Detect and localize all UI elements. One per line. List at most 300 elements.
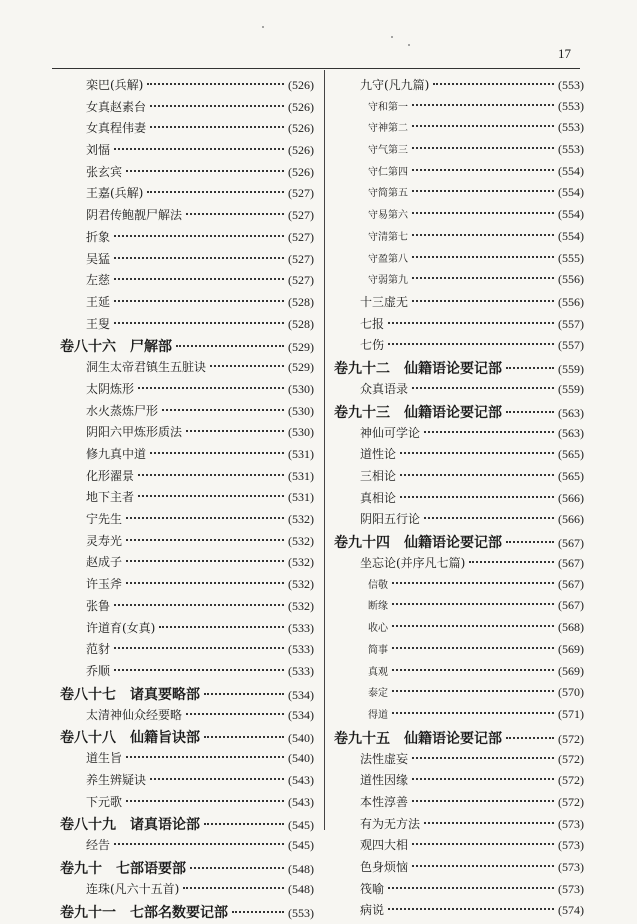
entry-title: 女真程伟妻 — [86, 121, 147, 136]
section-title: 卷九十 七部语要部 — [60, 861, 186, 877]
page-ref: (573) — [558, 860, 584, 874]
dot-leader — [392, 647, 554, 649]
section-title: 卷八十六 尸解部 — [60, 339, 172, 356]
dot-leader — [126, 560, 284, 562]
page-ref: (566) — [558, 512, 584, 527]
page-ref: (572) — [558, 751, 584, 766]
entry-title: 修九真中道 — [86, 447, 147, 461]
dot-leader — [392, 690, 554, 692]
page-ref: (531) — [288, 468, 314, 483]
page-ref: (568) — [558, 620, 584, 635]
dot-leader — [424, 822, 554, 824]
toc-entry-row — [60, 358, 314, 380]
toc-entry-row — [60, 640, 314, 662]
toc-entry-row — [60, 206, 314, 228]
dot-leader — [186, 213, 284, 215]
page-ref: (528) — [288, 316, 314, 331]
dot-leader — [392, 712, 554, 714]
entry-title: 刘愊 — [86, 143, 111, 158]
page-ref: (526) — [288, 78, 314, 92]
entry-title: 守易第六 — [368, 210, 408, 222]
dot-leader — [114, 278, 284, 280]
dot-leader — [186, 713, 284, 715]
toc-entry-row — [60, 662, 314, 684]
entry-title: 真相论 — [360, 490, 397, 505]
page-ref: (553) — [558, 142, 584, 157]
dot-leader — [138, 495, 284, 497]
entry-title: 洞生太帝君镇生五脏诀 — [86, 360, 207, 375]
toc-section-row — [60, 902, 314, 924]
toc-entry-row — [334, 98, 584, 120]
dot-leader — [412, 800, 554, 802]
toc-entry-row — [334, 336, 584, 358]
entry-title: 守清第七 — [368, 231, 408, 243]
page-ref: (571) — [558, 706, 584, 721]
dot-leader — [400, 474, 554, 476]
page-ref: (563) — [558, 405, 584, 420]
toc-entry-row — [334, 271, 584, 293]
page-ref: (574) — [558, 903, 584, 918]
dot-leader — [412, 256, 554, 258]
toc-entry-row — [60, 553, 314, 575]
section-title: 卷八十八 仙籍旨诀部 — [60, 730, 200, 747]
entry-title: 栾巴(兵解) — [86, 78, 144, 92]
page-ref: (527) — [288, 273, 314, 288]
toc-entry-row — [334, 597, 584, 619]
entry-title: 信敬 — [368, 579, 388, 591]
toc-entry-row — [334, 554, 584, 576]
toc-entry-row — [334, 467, 584, 489]
toc-entry-row — [60, 141, 314, 163]
entry-title: 观四大相 — [360, 838, 409, 853]
entry-title: 太清神仙众经要略 — [86, 707, 183, 722]
entry-title: 七报 — [360, 316, 385, 331]
toc-section-row — [334, 728, 584, 750]
page-ref: (527) — [288, 251, 314, 266]
entry-title: 折象 — [86, 229, 111, 244]
entry-title: 阴君传鲍靓尸解法 — [86, 208, 183, 223]
entry-title: 王叟 — [86, 316, 111, 331]
page-ref: (526) — [288, 164, 314, 179]
page-ref: (567) — [558, 536, 584, 551]
entry-title: 断缘 — [368, 601, 388, 613]
toc-entry-row — [334, 858, 584, 880]
dot-leader — [126, 756, 284, 758]
dot-leader — [114, 300, 284, 302]
entry-title: 得道 — [368, 709, 388, 721]
dot-leader — [412, 147, 554, 149]
toc-left-column — [60, 76, 314, 924]
dot-leader — [433, 83, 554, 85]
dot-leader — [506, 411, 554, 413]
entry-title: 守和第一 — [368, 101, 408, 113]
page-ref: (543) — [288, 794, 314, 809]
toc-section-row — [334, 532, 584, 554]
entry-title: 宁先生 — [86, 512, 123, 527]
toc-entry-row — [60, 250, 314, 272]
entry-title: 道性论 — [360, 447, 397, 462]
dot-leader — [162, 409, 284, 411]
toc-entry-row — [60, 380, 314, 402]
toc-entry-row — [60, 532, 314, 554]
page-ref: (529) — [288, 340, 314, 355]
toc-entry-row — [334, 489, 584, 511]
page-ref: (548) — [288, 882, 314, 896]
entry-title: 坐忘论(并序凡七篇) — [360, 556, 466, 571]
entry-title: 左慈 — [86, 273, 111, 288]
dot-leader — [190, 867, 284, 869]
page-ref: (530) — [288, 381, 314, 396]
toc-entry-row — [334, 641, 584, 663]
page-ref: (553) — [558, 78, 584, 92]
entry-title: 守盈第八 — [368, 253, 408, 265]
toc-entry-row — [334, 119, 584, 141]
toc-entry-row — [334, 815, 584, 837]
toc-entry-row — [334, 706, 584, 728]
toc-entry-row — [60, 293, 314, 315]
dot-leader — [412, 387, 554, 389]
entry-title: 王延 — [86, 294, 111, 309]
dot-leader — [114, 148, 284, 150]
toc-entry-row — [334, 836, 584, 858]
column-divider — [324, 70, 325, 830]
section-title: 卷八十七 诸真要略部 — [60, 686, 200, 703]
page-ref: (566) — [558, 490, 584, 505]
page-ref: (567) — [558, 598, 584, 613]
toc-entry-row — [60, 749, 314, 771]
entry-title: 女真赵素台 — [86, 99, 147, 114]
dot-leader — [412, 865, 554, 867]
toc-entry-row — [60, 271, 314, 293]
page-ref: (557) — [558, 338, 584, 353]
toc-section-row — [60, 814, 314, 836]
dot-leader — [126, 582, 284, 584]
dot-leader — [147, 83, 284, 85]
toc-section-row — [334, 358, 584, 380]
page-ref: (554) — [558, 228, 584, 243]
page-ref: (570) — [558, 685, 584, 700]
dot-leader — [186, 430, 284, 432]
dot-leader — [424, 517, 554, 519]
toc-entry-row — [60, 467, 314, 489]
dot-leader — [388, 343, 554, 345]
page-ref: (553) — [288, 905, 314, 920]
entry-title: 守气第三 — [368, 145, 408, 157]
page-ref: (526) — [288, 121, 314, 136]
page-ref: (531) — [288, 490, 314, 505]
dot-leader — [388, 887, 554, 889]
dot-leader — [204, 736, 284, 738]
toc-entry-row — [60, 163, 314, 185]
page-ref: (526) — [288, 143, 314, 158]
page-ref: (572) — [558, 794, 584, 809]
toc-entry-row — [334, 663, 584, 685]
entry-title: 地下主者 — [86, 490, 135, 505]
entry-title: 水火蒸炼尸形 — [86, 403, 159, 418]
entry-title: 张鲁 — [86, 598, 111, 613]
toc-entry-row — [60, 228, 314, 250]
dot-leader — [412, 778, 554, 780]
entry-title: 简事 — [368, 644, 388, 656]
toc-section-row — [60, 727, 314, 749]
entry-title: 筏喻 — [360, 881, 385, 896]
dot-leader — [412, 757, 554, 759]
toc-section-row — [60, 858, 314, 880]
dot-leader — [232, 911, 284, 913]
dot-leader — [412, 300, 554, 302]
page-ref: (533) — [288, 620, 314, 635]
dot-leader — [176, 345, 284, 347]
toc-entry-row — [334, 771, 584, 793]
toc-entry-row — [334, 315, 584, 337]
toc-section-row — [60, 684, 314, 706]
entry-title: 守神第二 — [368, 123, 408, 135]
page-ref: (540) — [288, 731, 314, 746]
dot-leader — [114, 322, 284, 324]
entry-title: 三相论 — [360, 469, 397, 483]
page-ref: (528) — [288, 294, 314, 309]
toc-entry-row — [334, 901, 584, 923]
dot-leader — [183, 887, 284, 889]
toc-entry-row — [60, 184, 314, 206]
page-ref: (572) — [558, 731, 584, 746]
toc-entry-row — [334, 619, 584, 641]
page-ref: (530) — [288, 403, 314, 418]
toc-entry-row — [334, 293, 584, 315]
dot-leader — [150, 778, 284, 780]
scan-speck — [408, 44, 410, 46]
toc-entry-row — [334, 250, 584, 272]
page-ref: (553) — [558, 120, 584, 135]
dot-leader — [506, 367, 554, 369]
dot-leader — [506, 541, 554, 543]
section-title: 卷九十一 七部名数要记部 — [60, 904, 228, 921]
scan-speck — [262, 26, 264, 28]
entry-title: 众真语录 — [360, 381, 409, 396]
page-ref: (533) — [288, 642, 314, 657]
toc-entry-row — [334, 424, 584, 446]
toc-entry-row — [60, 76, 314, 98]
dot-leader — [150, 105, 284, 107]
section-title: 卷九十四 仙籍语论要记部 — [334, 535, 502, 552]
page-ref: (545) — [288, 838, 314, 853]
toc-entry-row — [334, 510, 584, 532]
page-ref: (527) — [288, 208, 314, 223]
toc-entry-row — [60, 619, 314, 641]
toc-entry-row — [334, 184, 584, 206]
dot-leader — [412, 843, 554, 845]
dot-leader — [400, 452, 554, 454]
toc-entry-row — [334, 141, 584, 163]
entry-title: 阴阳六甲炼形质法 — [86, 425, 183, 440]
entry-title: 法性虚妄 — [360, 751, 409, 766]
page-number: 17 — [558, 46, 571, 61]
toc-entry-row — [334, 206, 584, 228]
dot-leader — [159, 626, 284, 628]
toc-entry-row — [334, 576, 584, 598]
entry-title: 本性淳善 — [360, 794, 409, 809]
page-ref: (533) — [288, 663, 314, 678]
dot-leader — [424, 431, 554, 433]
entry-title: 下元歌 — [86, 794, 123, 809]
page-ref: (573) — [558, 881, 584, 896]
entry-title: 守弱第九 — [368, 275, 408, 287]
page-ref: (573) — [558, 838, 584, 853]
page-ref: (559) — [558, 381, 584, 396]
entry-title: 太阴炼形 — [86, 381, 135, 396]
toc-section-row — [60, 336, 314, 358]
page-ref: (553) — [558, 98, 584, 113]
page-ref: (531) — [288, 447, 314, 461]
page-ref: (532) — [288, 512, 314, 527]
toc-entry-row — [60, 793, 314, 815]
dot-leader — [210, 365, 284, 367]
toc-entry-row — [60, 771, 314, 793]
entry-title: 养生辨疑诀 — [86, 772, 147, 787]
page-ref: (573) — [558, 816, 584, 831]
entry-title: 阴阳五行论 — [360, 512, 421, 527]
dot-leader — [412, 125, 554, 127]
page-ref: (554) — [558, 185, 584, 200]
dot-leader — [114, 604, 284, 606]
page-ref: (554) — [558, 163, 584, 178]
toc-entry-row — [60, 706, 314, 728]
toc-entry-row — [60, 597, 314, 619]
toc-entry-row — [60, 488, 314, 510]
toc-entry-row — [60, 402, 314, 424]
entry-title: 真观 — [368, 666, 388, 678]
page-ref: (543) — [288, 772, 314, 787]
dot-leader — [150, 126, 284, 128]
dot-leader — [204, 693, 284, 695]
entry-title: 灵寿光 — [86, 533, 123, 548]
dot-leader — [147, 191, 284, 193]
page-ref: (569) — [558, 663, 584, 678]
toc-entry-row — [60, 98, 314, 120]
dot-leader — [412, 234, 554, 236]
toc-entry-row — [60, 119, 314, 141]
dot-leader — [126, 800, 284, 802]
toc-entry-row — [334, 228, 584, 250]
page-ref: (534) — [288, 687, 314, 702]
page-ref: (557) — [558, 316, 584, 331]
page-ref: (548) — [288, 862, 314, 876]
entry-title: 道性因缘 — [360, 773, 409, 788]
dot-leader — [506, 737, 554, 739]
page-ref: (532) — [288, 533, 314, 548]
dot-leader — [138, 387, 284, 389]
dot-leader — [138, 474, 284, 476]
page-ref: (555) — [558, 250, 584, 265]
dot-leader — [469, 561, 554, 563]
dot-leader — [392, 625, 554, 627]
toc-entry-row — [334, 163, 584, 185]
entry-title: 许道育(女真) — [86, 620, 156, 635]
dot-leader — [412, 277, 554, 279]
dot-leader — [388, 322, 554, 324]
toc-entry-row — [334, 880, 584, 902]
dot-leader — [126, 539, 284, 541]
entry-title: 守简第五 — [368, 188, 408, 200]
dot-leader — [126, 170, 284, 172]
dot-leader — [114, 669, 284, 671]
page-ref: (554) — [558, 207, 584, 222]
page-ref: (567) — [558, 576, 584, 591]
entry-title: 收心 — [368, 623, 388, 635]
dot-leader — [392, 603, 554, 605]
entry-title: 经告 — [86, 838, 111, 853]
entry-title: 王嘉(兵解) — [86, 186, 144, 201]
page-ref: (527) — [288, 229, 314, 244]
page-ref: (572) — [558, 773, 584, 788]
entry-title: 守仁第四 — [368, 166, 408, 178]
page-ref: (565) — [558, 447, 584, 462]
entry-title: 色身烦恼 — [360, 860, 409, 874]
page-ref: (530) — [288, 425, 314, 440]
toc-section-row — [334, 402, 584, 424]
entry-title: 病说 — [360, 903, 385, 918]
entry-title: 七伤 — [360, 338, 385, 353]
toc-entry-row — [60, 836, 314, 858]
entry-title: 九守(凡九篇) — [360, 78, 430, 92]
page-ref: (532) — [288, 555, 314, 570]
toc-entry-row — [334, 76, 584, 98]
section-title: 卷九十五 仙籍语论要记部 — [334, 730, 502, 747]
entry-title: 泰定 — [368, 688, 388, 700]
page-ref: (532) — [288, 598, 314, 613]
toc-entry-row — [334, 793, 584, 815]
dot-leader — [388, 908, 554, 910]
entry-title: 连珠(凡六十五首) — [86, 882, 180, 896]
section-title: 卷九十三 仙籍语论要记部 — [334, 404, 502, 421]
dot-leader — [392, 582, 554, 584]
dot-leader — [204, 823, 284, 825]
page-ref: (545) — [288, 818, 314, 833]
dot-leader — [412, 212, 554, 214]
page-ref: (556) — [558, 272, 584, 287]
page-ref: (569) — [558, 641, 584, 656]
dot-leader — [412, 169, 554, 171]
page-ref: (563) — [558, 425, 584, 440]
dot-leader — [114, 647, 284, 649]
page-ref: (565) — [558, 469, 584, 483]
page-ref: (540) — [288, 751, 314, 766]
entry-title: 范豺 — [86, 642, 111, 657]
toc-entry-row — [334, 684, 584, 706]
entry-title: 神仙可学论 — [360, 425, 421, 440]
toc-entry-row — [334, 445, 584, 467]
page-ref: (532) — [288, 577, 314, 592]
header-rule — [52, 68, 580, 69]
toc-entry-row — [60, 315, 314, 337]
entry-title: 乔顺 — [86, 663, 111, 678]
toc-entry-row — [60, 510, 314, 532]
page-ref: (567) — [558, 556, 584, 571]
dot-leader — [412, 104, 554, 106]
page-ref: (527) — [288, 186, 314, 201]
scan-speck — [391, 36, 393, 38]
dot-leader — [412, 190, 554, 192]
entry-title: 道生旨 — [86, 751, 123, 766]
entry-title: 有为无方法 — [360, 816, 421, 831]
page-ref: (529) — [288, 360, 314, 375]
toc-entry-row — [334, 380, 584, 402]
dot-leader — [392, 669, 554, 671]
dot-leader — [400, 496, 554, 498]
entry-title: 十三虚无 — [360, 294, 409, 309]
toc-entry-row — [60, 445, 314, 467]
dot-leader — [114, 257, 284, 259]
